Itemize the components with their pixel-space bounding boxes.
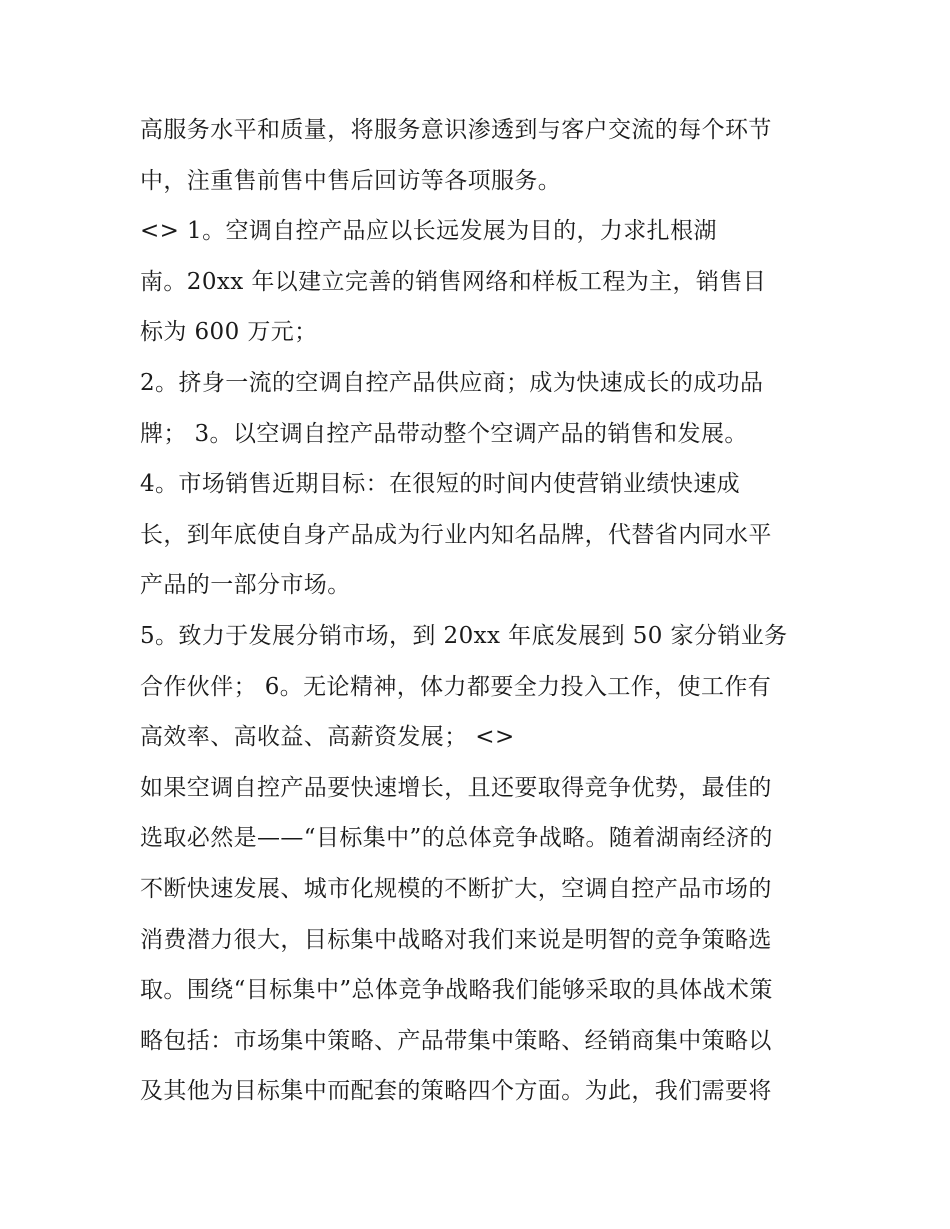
text-line: 选取必然是——“目标集中”的总体竞争战略。随着湖南经济的 (140, 825, 773, 852)
document-body (140, 105, 820, 1117)
text-line: 高效率、高收益、高薪资发展； <> (140, 724, 515, 751)
text-line: 4。市场销售近期目标：在很短的时间内使营销业绩快速成 (140, 471, 741, 498)
text-line: 高服务水平和质量，将服务意识渗透到与客户交流的每个环节 (140, 117, 772, 143)
text-line: 5。致力于发展分销市场，到 20xx 年底发展到 50 家分销业务 (140, 622, 788, 649)
text-line: 牌； 3。以空调自控产品带动整个空调产品的销售和发展。 (140, 420, 748, 447)
text-line: 标为 600 万元； (140, 319, 318, 346)
text-line: 长，到年底使自身产品成为行业内知名品牌，代替省内同水平 (140, 521, 772, 548)
text-line: 略包括：市场集中策略、产品带集中策略、经销商集中策略以 (140, 1027, 772, 1054)
text-line: 南。20xx 年以建立完善的销售网络和样板工程为主，销售目 (140, 268, 767, 295)
text-line: <> 1。空调自控产品应以长远发展为目的，力求扎根湖 (140, 218, 717, 245)
text-line: 如果空调自控产品要快速增长，且还要取得竞争优势，最佳的 (140, 774, 772, 801)
text-line: 及其他为目标集中而配套的策略四个方面。为此，我们需要将 (140, 1078, 772, 1105)
text-line: 消费潜力很大，目标集中战略对我们来说是明智的竞争策略选 (140, 926, 772, 953)
text-line: 产品的一部分市场。 (140, 572, 351, 599)
text-line: 2。挤身一流的空调自控产品供应商；成为快速成长的成功品 (140, 369, 764, 396)
text-line: 取。围绕“目标集中”总体竞争战略我们能够采取的具体战术策 (140, 977, 773, 1004)
text-line: 不断快速发展、城市化规模的不断扩大，空调自控产品市场的 (140, 875, 772, 902)
text-line: 合作伙伴； 6。无论精神，体力都要全力投入工作，使工作有 (140, 673, 772, 700)
text-line: 中，注重售前售中售后回访等各项服务。 (140, 167, 562, 194)
